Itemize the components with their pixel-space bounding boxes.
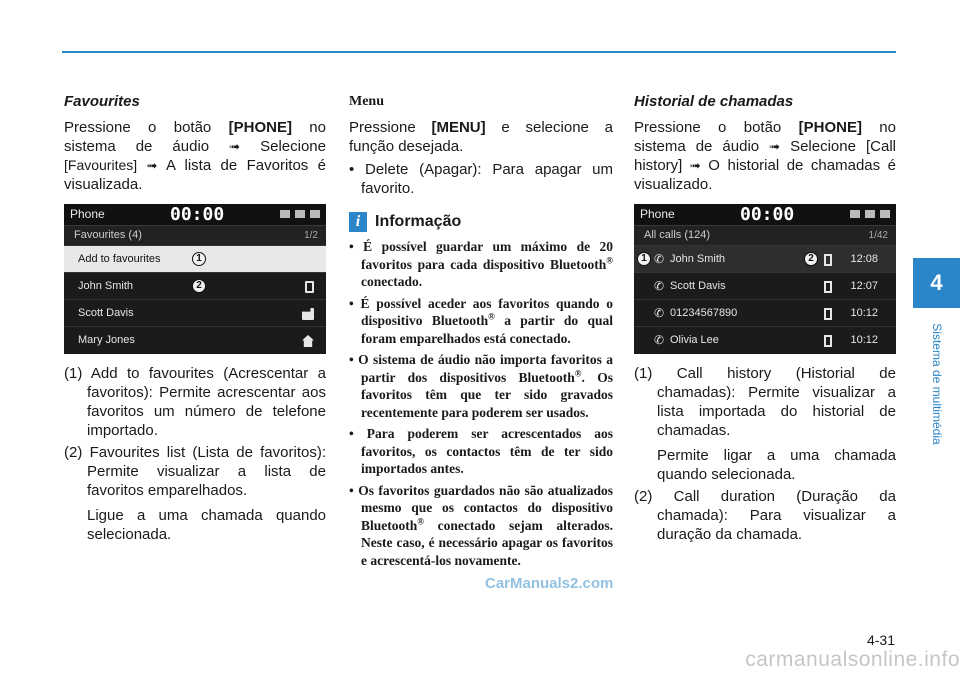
- registered-mark: ®: [606, 255, 613, 265]
- callout-1: 1: [637, 252, 651, 266]
- mobile-phone-icon: [824, 308, 832, 320]
- call-time: 10:12: [850, 334, 878, 346]
- office-icon: [302, 308, 314, 320]
- intro-text: Selecione: [240, 138, 326, 155]
- page-indicator: 1/2: [304, 230, 318, 241]
- favourite-row[interactable]: [64, 327, 326, 354]
- intro-text: Selecione [Call history]: [634, 138, 896, 174]
- incoming-call-icon: ✆: [654, 279, 665, 293]
- item-number: (2): [634, 488, 653, 505]
- call-history-screen: [634, 204, 896, 354]
- note-text: conectado.: [361, 274, 423, 289]
- favourites-menu-label: [Favourites]: [64, 157, 138, 173]
- list-item: [634, 487, 896, 544]
- battery-icon: [310, 210, 320, 218]
- intro-text: O historial de chamadas é visualizado.: [634, 157, 896, 193]
- call-time: 10:12: [850, 307, 878, 319]
- intro-text: Pressione: [349, 119, 432, 136]
- mobile-phone-icon: [824, 254, 832, 266]
- call-time: 12:07: [850, 280, 878, 292]
- note-text: É possível aceder aos favoritos quando o dispositivo Bluetooth: [360, 295, 613, 328]
- arrow-icon: ➟: [146, 158, 158, 173]
- registered-mark: ®: [574, 368, 582, 378]
- callout-2: 2: [192, 279, 206, 293]
- note-text: Os favoritos guardados não são atualizados mesmo que os contactos do dispositivo Bluetooth: [358, 482, 613, 533]
- status-icons: [850, 210, 890, 218]
- screen-subheader: [64, 226, 326, 246]
- favourites-screen: [64, 204, 326, 354]
- mobile-phone-icon: [824, 281, 832, 293]
- home-icon: [302, 335, 314, 347]
- status-icons: [280, 210, 320, 218]
- watermark: CarManuals2.com: [485, 575, 614, 592]
- call-row[interactable]: [634, 273, 896, 300]
- note-text: a partir do qual foram emparelhados está conectado.: [361, 313, 613, 346]
- info-note: • O sistema de áudio não importa favoritos a partir dos dispositivos Bluetooth®. Os favoritos têm que ter sido gravados recentemente para poderem ser usados.: [349, 352, 613, 420]
- list-title: Favourites (4): [74, 229, 142, 241]
- mobile-phone-icon: [305, 281, 314, 293]
- outgoing-call-icon: ✆: [654, 252, 665, 266]
- call-time: 12:08: [850, 253, 878, 265]
- page-indicator: 1/42: [868, 230, 888, 241]
- info-header: [349, 212, 613, 232]
- call-contact: Olivia Lee: [670, 334, 719, 346]
- call-contact: Scott Davis: [670, 280, 726, 292]
- favourites-heading: Favourites: [64, 93, 140, 110]
- item-number: (2): [64, 444, 83, 461]
- info-note: • Para poderem ser acrescentados aos favoritos, os contactos têm de ter sido importados antes.: [349, 426, 614, 476]
- battery-icon: [880, 210, 890, 218]
- info-note: • Os favoritos guardados não são atualizados mesmo que os contactos do dispositivo Bluetooth® conectado sejam alterados. Neste caso, é necessário apagar os favoritos e acrescentá-los novamente.: [349, 482, 613, 568]
- history-column: [634, 92, 896, 544]
- menu-button-label: [MENU]: [431, 119, 486, 136]
- info-title: Informação: [375, 213, 462, 230]
- screen-subheader: [634, 226, 896, 246]
- note-text: O sistema de áudio não importa favoritos a partir dos dispositivos Bluetooth: [358, 352, 613, 385]
- chapter-label: Sistema de multimédia: [930, 323, 944, 445]
- screen-clock: 00:00: [740, 204, 795, 225]
- bluetooth-icon: [280, 210, 290, 218]
- intro-text: Pressione o botão: [634, 119, 799, 136]
- callout-2: 2: [804, 252, 818, 266]
- favourites-column: [64, 92, 326, 544]
- intro-text: Pressione o botão: [64, 119, 229, 136]
- page-number: 4-31: [866, 632, 895, 648]
- registered-mark: ®: [417, 516, 424, 526]
- signal-icon: [295, 210, 305, 218]
- registered-mark: ®: [488, 311, 495, 322]
- top-rule: [62, 51, 896, 53]
- info-note: • É possível guardar um máximo de 20 favoritos para cada dispositivo Bluetooth® conectado.: [349, 239, 613, 289]
- item-text: Call history (Historial de chamadas): Permite visualizar a lista importada do historial de chamadas.: [657, 365, 896, 439]
- menu-column: [349, 92, 613, 569]
- screen-app-title: Phone: [70, 207, 105, 221]
- item-text: Add to favourites (Acrescentar a favoritos): Permite acrescentar aos favoritos um número de telefone importado.: [87, 365, 326, 439]
- menu-bullet: • Delete (Apagar): Para apagar um favorito.: [349, 161, 613, 197]
- followup-text: Permite ligar a uma chamada quando selecionada.: [657, 447, 896, 483]
- followup-text: Ligue a uma chamada quando selecionada.: [87, 507, 326, 543]
- row-label: John Smith: [78, 280, 134, 292]
- item-number: (1): [64, 365, 83, 382]
- missed-call-icon: ✆: [654, 333, 665, 347]
- bullet-text: Delete (Apagar): Para apagar um favorito.: [361, 161, 613, 197]
- call-contact: 01234567890: [670, 307, 738, 319]
- info-icon: i: [349, 212, 367, 232]
- callout-1: 1: [192, 252, 206, 266]
- intro-text: no sistema de áudio: [634, 119, 896, 155]
- list-title: All calls (124): [644, 229, 711, 241]
- screen-header: [634, 204, 896, 226]
- arrow-icon: ➟: [689, 158, 701, 173]
- note-text: É possível guardar um máximo de 20 favoritos para cada dispositivo Bluetooth: [361, 239, 613, 272]
- item-text: Favourites list (Lista de favoritos): Permite visualizar a lista de favoritos emparelhados.: [87, 444, 326, 499]
- arrow-icon: ➟: [229, 139, 241, 154]
- screen-app-title: Phone: [640, 207, 675, 221]
- item-text: Call duration (Duração da chamada): Para visualizar a duração da chamada.: [657, 488, 896, 543]
- bluetooth-icon: [850, 210, 860, 218]
- phone-button-label: [PHONE]: [228, 119, 292, 136]
- menu-heading: Menu: [349, 94, 384, 109]
- chapter-tab: 4: [913, 258, 960, 308]
- list-item: [64, 364, 326, 440]
- call-row[interactable]: [634, 327, 896, 354]
- note-text: Para poderem ser acrescentados aos favoritos, os contactos têm de ter sido importados antes.: [361, 426, 614, 476]
- favourites-intro: [64, 118, 326, 194]
- intro-text: e selecione a função desejada.: [349, 119, 613, 155]
- favourite-row[interactable]: [64, 300, 326, 327]
- call-contact: John Smith: [670, 253, 726, 265]
- mobile-phone-icon: [824, 335, 832, 347]
- watermark: carmanualsonline.info: [745, 648, 960, 671]
- phone-button-label: [PHONE]: [798, 119, 862, 136]
- history-intro: [634, 118, 896, 194]
- favourite-row[interactable]: [64, 273, 326, 300]
- list-item: [64, 443, 326, 500]
- call-row[interactable]: [634, 246, 896, 273]
- history-heading: Historial de chamadas: [634, 93, 794, 110]
- menu-intro: [349, 118, 613, 156]
- note-text: conectado sejam alterados. Neste caso, é necessário apagar os favoritos e acrescentá-los novamente.: [361, 517, 613, 568]
- intro-text: A lista de Favoritos é visualizada.: [64, 157, 326, 193]
- screen-clock: 00:00: [170, 204, 225, 225]
- screen-header: [64, 204, 326, 226]
- intro-text: no sistema de áudio: [64, 119, 326, 155]
- item-number: (1): [634, 365, 653, 382]
- arrow-icon: ➟: [769, 139, 781, 154]
- signal-icon: [865, 210, 875, 218]
- note-text: . Os favoritos têm que ter sido gravados recentemente para poderem ser usados.: [361, 369, 613, 420]
- row-label: Mary Jones: [78, 334, 135, 346]
- call-row[interactable]: [634, 300, 896, 327]
- info-note: • É possível aceder aos favoritos quando o dispositivo Bluetooth® a partir do qual foram emparelhados está conectado.: [349, 295, 613, 346]
- row-label: Add to favourites: [78, 253, 161, 265]
- row-label: Scott Davis: [78, 307, 134, 319]
- list-item: [634, 364, 896, 440]
- add-to-favourites-button[interactable]: [64, 246, 326, 273]
- missed-call-icon: ✆: [654, 306, 665, 320]
